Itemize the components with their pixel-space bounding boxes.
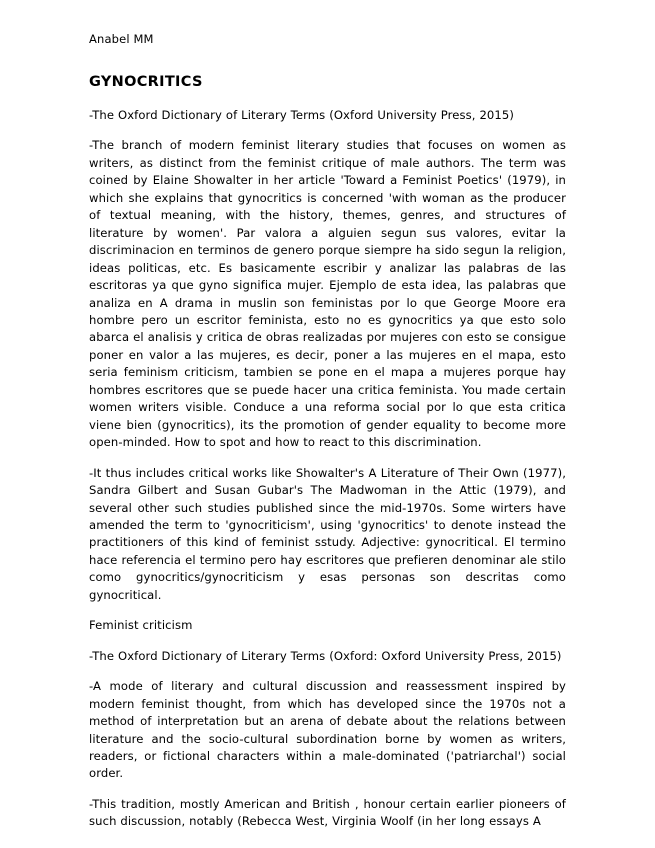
author-name: Anabel MM: [89, 32, 154, 46]
gynocritics-definition-paragraph: -The branch of modern feminist literary studies that focuses on women as writers, as distinct from the feminist critique of male authors. The term was coined by Elaine Showalter in her article 'Toward a Feminist Poetics' (1979), in which she explains that gynocritics is concerned 'with woman as the producer of textual meaning, with the history, themes, genres, and structures of literature by women'. Par valora a alguien segun sus valores, evitar la discriminacion en terminos de genero porque siempre ha sido segun la religion, ideas politicas, etc. Es basicamente escribir y analizar las palabras de las escritoras ya que gyno significa mujer. Ejemplo de esta idea, las palabras que analiza en A drama in muslin son feministas por lo que George Moore era hombre pero un escritor feminista, esto no es gynocritics ya que esto solo abarca el analisis y critica de obras realizadas por mujeres con esto se consigue poner en valor a las mujeres, es decir, poner a las mujeres en el mapa, esto seria feminism criticism, tambien se pone en el mapa a mujeres porque hay hombres escritores que se puede hacer una critica feminista. You made certain women writers visible. Conduce a una reforma social por lo que esta critica viene bien (gynocritics), its the promotion of gender equality to become more open-minded. How to spot and how to react to this discrimination.: [89, 138, 566, 450]
feminist-criticism-tradition-paragraph: -This tradition, mostly American and British , honour certain earlier pioneers of such discussion, notably (Rebecca West, Virginia Woolf (in her long essays A: [89, 796, 566, 829]
page-title: GYNOCRITICS: [89, 74, 203, 90]
gynocritics-source-citation: -The Oxford Dictionary of Literary Terms (Oxford University Press, 2015): [89, 108, 514, 122]
gynocritics-critical-works-paragraph: -It thus includes critical works like Showalter's A Literature of Their Own (1977), Sandra Gilbert and Susan Gubar's The Madwoman in the Attic (1979), and several other such studies published since the mid-1970s. Some wirters have amended the term to 'gynocriticism', using 'gynocritics' to denote instead the practitioners of this kind of feminist sstudy. Adjective: gynocritical. El termino hace referencia el termino pero hay escritores que prefieren denominar ale stilo como gynocritics/gynocriticism y esas personas son descritas como gynocritical.: [89, 465, 566, 602]
feminist-criticism-source-citation: -The Oxford Dictionary of Literary Terms (Oxford: Oxford University Press, 2015): [89, 648, 562, 663]
document-body: [89, 32, 566, 831]
feminist-criticism-definition-paragraph: -A mode of literary and cultural discussion and reassessment inspired by modern feminist thought, from which has developed since the 1970s not a method of interpretation but an arena of debate about the relations between literature and the socio-cultural subordination borne by women as writers, readers, or fictional characters within a male-dominated ('patriarchal') social order.: [89, 679, 566, 781]
feminist-criticism-heading: Feminist criticism: [89, 618, 193, 633]
